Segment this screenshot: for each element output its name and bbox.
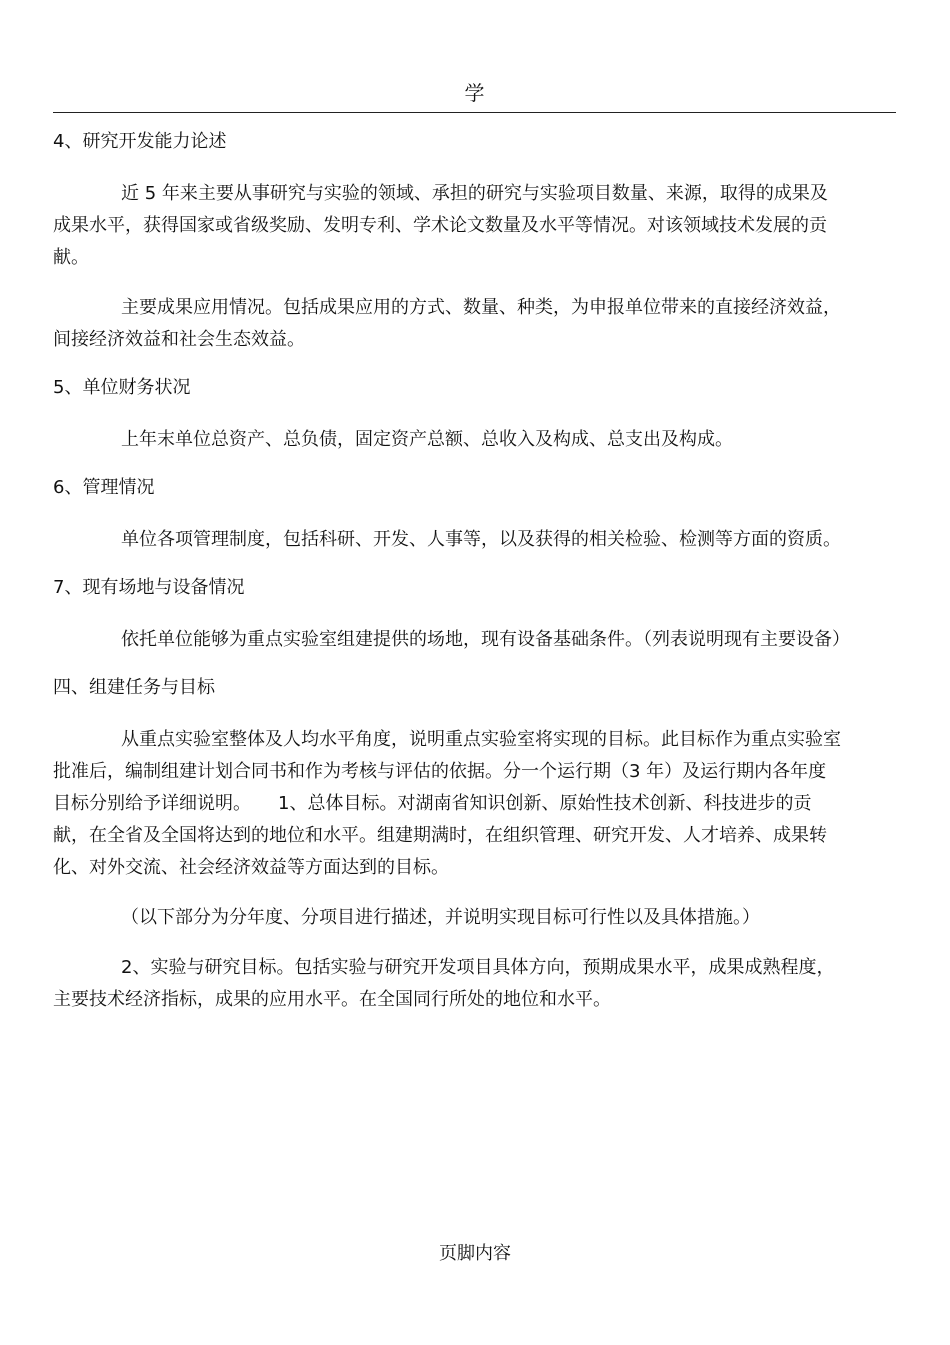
section-iv-paragraph-1: 从重点实验室整体及人均水平角度，说明重点实验室将实现的目标。此目标作为重点实验室批准后，编制组建计划合同书和作为考核与评估的依据。分一个运行期（3 年）及运行期内各年度目标分别给予详细说明。 1、总体目标。对湖南省知识创新、原始性技术创新、科技进步的贡献，在全省及全国将达到的地位和水平。组建期满时，在组织管理、研究开发、人才培养、成果转化、对外交流、社会经济效益等方面达到的目标。: [53, 729, 841, 878]
section-4-paragraph-2: 主要成果应用情况。包括成果应用的方式、数量、种类，为申报单位带来的直接经济效益，间接经济效益和社会生态效益。: [53, 297, 841, 350]
section-iv-heading: 四、组建任务与目标: [53, 677, 215, 698]
section-7-paragraph-1: 依托单位能够为重点实验室组建提供的场地，现有设备基础条件。（列表说明现有主要设备）: [121, 629, 850, 650]
section-iv-paragraph-2: （以下部分为分年度、分项目进行描述，并说明实现目标可行性以及具体措施。）: [121, 907, 760, 928]
section-iv-paragraph-3: 2、实验与研究目标。包括实验与研究开发项目具体方向，预期成果水平，成果成熟程度，主要技术经济指标，成果的应用水平。在全国同行所处的地位和水平。: [53, 957, 835, 1010]
section-4-heading: 4、研究开发能力论述: [53, 131, 227, 152]
section-6-paragraph-1: 单位各项管理制度，包括科研、开发、人事等，以及获得的相关检验、检测等方面的资质。: [121, 529, 841, 550]
section-5-paragraph-1: 上年末单位总资产、总负债，固定资产总额、总收入及构成、总支出及构成。: [121, 429, 733, 450]
section-4-paragraph-1: 近 5 年来主要从事研究与实验的领域、承担的研究与实验项目数量、来源，取得的成果及成果水平，获得国家或省级奖励、发明专利、学术论文数量及水平等情况。对该领域技术发展的贡献。: [53, 183, 828, 268]
section-7-heading: 7、现有场地与设备情况: [53, 577, 245, 598]
page-footer: 页脚内容: [439, 1243, 511, 1264]
page-header: 学: [53, 80, 896, 113]
page-content: [53, 128, 850, 1034]
section-5-heading: 5、单位财务状况: [53, 377, 191, 398]
section-6-heading: 6、管理情况: [53, 477, 155, 498]
